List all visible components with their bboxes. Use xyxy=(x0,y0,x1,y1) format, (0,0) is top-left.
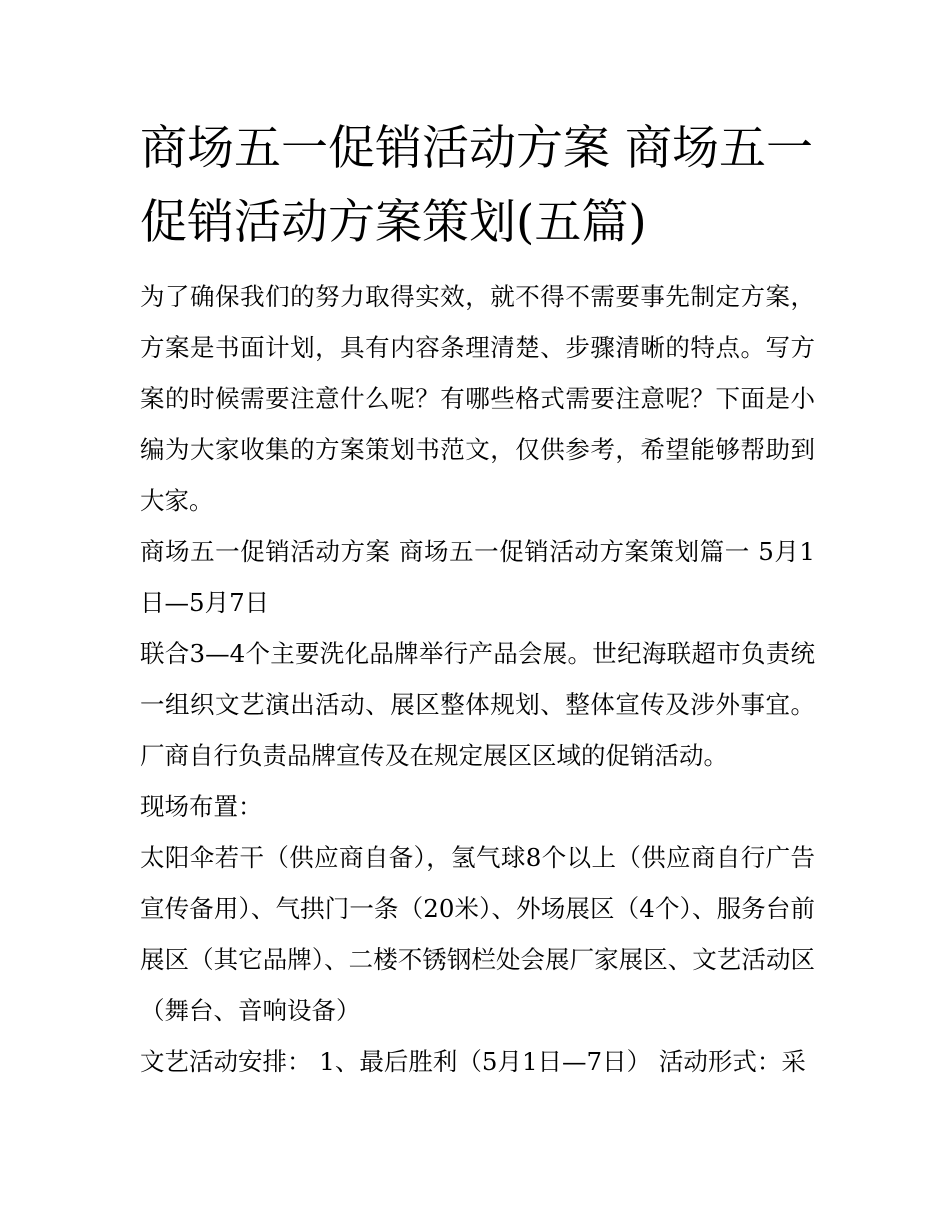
intro-paragraph: 为了确保我们的努力取得实效，就不得不需要事先制定方案，方案是书面计划，具有内容条理清楚、步骤清晰的特点。写方案的时候需要注意什么呢？有哪些格式需要注意呢？下面是小编为大家收集的方案策划书范文，仅供参考，希望能够帮助到大家。 xyxy=(140,282,815,515)
exhibition-paragraph: 联合3—4个主要洗化品牌举行产品会展。世纪海联超市负责统一组织文艺演出活动、展区整体规划、整体宣传及涉外事宜。厂商自行负责品牌宣传及在规定展区区域的促销活动。 xyxy=(140,639,815,770)
activity-schedule-paragraph: 文艺活动安排： 1、最后胜利（5月1日—7日） 活动形式：采 xyxy=(140,1047,806,1076)
document-title: 商场五一促销活动方案 商场五一促销活动方案策划(五篇) xyxy=(140,121,813,250)
site-layout-label: 现场布置： xyxy=(140,792,263,821)
site-layout-paragraph: 太阳伞若干（供应商自备），氢气球8个以上（供应商自行广告宣传备用）、气拱门一条（20米）、外场展区（4个）、服务台前展区（其它品牌）、二楼不锈钢栏处会展厂家展区、文艺活动区（舞台、音响设备） xyxy=(140,843,815,1025)
document-body xyxy=(140,112,815,1087)
section-heading-paragraph: 商场五一促销活动方案 商场五一促销活动方案策划篇一 5月1日—5月7日 xyxy=(140,537,815,617)
